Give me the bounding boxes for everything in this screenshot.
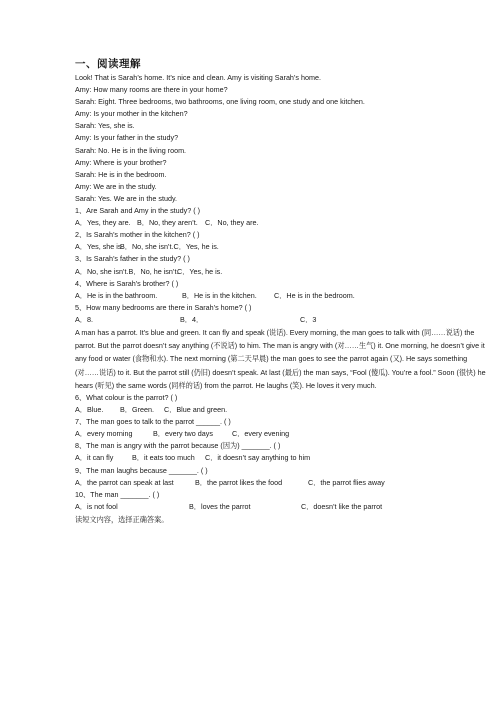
option-a: A．Yes, they are.: [75, 218, 131, 228]
option-c: C．Yes, he is.: [177, 266, 223, 276]
instruction-text: 读短文内容，选择正确答案。: [75, 514, 169, 524]
dialogue-line: Sarah: He is in the bedroom.: [75, 169, 167, 179]
option-c: C．doesn’t like the parrot: [301, 501, 383, 511]
question-5: 5、How many bedrooms are there in Sarah’s home? ( ): [75, 302, 252, 312]
dialogue-line: Amy: Is your mother in the kitchen?: [75, 109, 188, 119]
option-b: B．Green.: [120, 405, 154, 415]
dialogue-line: Sarah: Yes, she is.: [75, 121, 135, 131]
option-a: A．the parrot can speak at last: [75, 477, 174, 487]
question-group-1: [75, 205, 487, 326]
passage-2: A man has a parrot. It’s blue and green. It can fly and speak (说话). Every morning, the man goes to talk with (同……说话) the parrot. But the parrot doesn’t say anything (不说话) to him. The man is angry with (对……生气) it. One morning, he doesn’t give it any food or water (食物和水). The next morning (第二天早晨) the man goes to see the parrot again (又). He says something (对……说话) to it. But the parrot still (仍旧) doesn’t speak. At last (最后) the man says, “Fool (傻瓜). You’re a fool.” Soon (很快) he hears (听见) the same words (同样的话) from the parrot. He laughs (笑). He loves it very much.: [75, 327, 486, 390]
reading-content: [75, 72, 487, 526]
option-a: A．it can fly: [75, 453, 114, 463]
options-1: [75, 217, 487, 229]
option-a: A．Blue.: [75, 405, 104, 415]
option-b: B．No, they aren’t.: [137, 218, 198, 228]
option-b: B．He is in the kitchen.: [182, 290, 257, 300]
option-b: B．it eats too much: [132, 453, 195, 463]
question-9: 9、The man laughs because _______. ( ): [75, 465, 208, 475]
option-b: B．the parrot likes the food: [195, 477, 283, 487]
option-c: C．the parrot flies away: [308, 477, 385, 487]
options-8: [75, 452, 487, 464]
dialogue-line: Sarah: Yes. We are in the study.: [75, 193, 178, 203]
options-7: [75, 428, 487, 440]
option-c: C．He is in the bedroom.: [274, 290, 355, 300]
dialogue-line: Sarah: No. He is in the living room.: [75, 145, 187, 155]
question-group-2: [75, 392, 487, 513]
option-bc: B．No, she isn’t.C．Yes, he is.: [120, 242, 219, 252]
dialogue-line: Amy: Where is your brother?: [75, 157, 167, 167]
options-9: [75, 477, 487, 489]
options-5: [75, 314, 487, 326]
option-c: C．it doesn’t say anything to him: [205, 453, 311, 463]
option-a: A．is not fool: [75, 501, 118, 511]
option-a: A．every morning: [75, 429, 133, 439]
options-2: [75, 241, 487, 253]
question-10: 10、The man _______. ( ): [75, 489, 160, 499]
question-4: 4、Where is Sarah’s brother? ( ): [75, 278, 179, 288]
passage-line: Look! That is Sarah’s home. It’s nice and clean. Amy is visiting Sarah’s home.: [75, 73, 321, 82]
option-a: A．8.: [75, 314, 93, 324]
option-b: B．loves the parrot: [189, 501, 251, 511]
question-2: 2、Is Sarah’s mother in the kitchen? ( ): [75, 230, 200, 240]
passage-1: [75, 72, 487, 205]
option-b: B．4．: [180, 314, 204, 324]
question-6: 6、What colour is the parrot? ( ): [75, 392, 178, 402]
option-b: B．every two days: [153, 429, 213, 439]
dialogue-line: Sarah: Eight. Three bedrooms, two bathrooms, one living room, one study and one kitchen.: [75, 97, 365, 107]
option-ab: A．No, she isn’t.B．No, he isn’t.: [75, 266, 179, 276]
option-a: A．Yes, she is.: [75, 242, 124, 252]
question-1: 1、Are Sarah and Amy in the study? ( ): [75, 206, 201, 216]
option-c: C．every evening: [232, 429, 290, 439]
options-4: [75, 290, 487, 302]
question-3: 3、Is Sarah’s father in the study? ( ): [75, 254, 190, 264]
section-heading: 一、阅读理解: [75, 58, 141, 70]
option-c: C．3: [300, 314, 317, 324]
option-c: C．Blue and green.: [164, 405, 228, 415]
option-c: C．No, they are.: [205, 218, 259, 228]
options-3: [75, 266, 487, 278]
options-10: [75, 501, 487, 513]
dialogue-line: Amy: Is your father in the study?: [75, 133, 179, 143]
options-6: [75, 404, 487, 416]
question-7: 7、The man goes to talk to the parrot ______. ( ): [75, 417, 231, 427]
dialogue-line: Amy: We are in the study.: [75, 181, 157, 191]
question-8: 8、The man is angry with the parrot because (因为) _______. ( ): [75, 441, 281, 451]
dialogue-line: Amy: How many rooms are there in your home?: [75, 85, 228, 95]
option-a: A．He is in the bathroom.: [75, 290, 158, 300]
